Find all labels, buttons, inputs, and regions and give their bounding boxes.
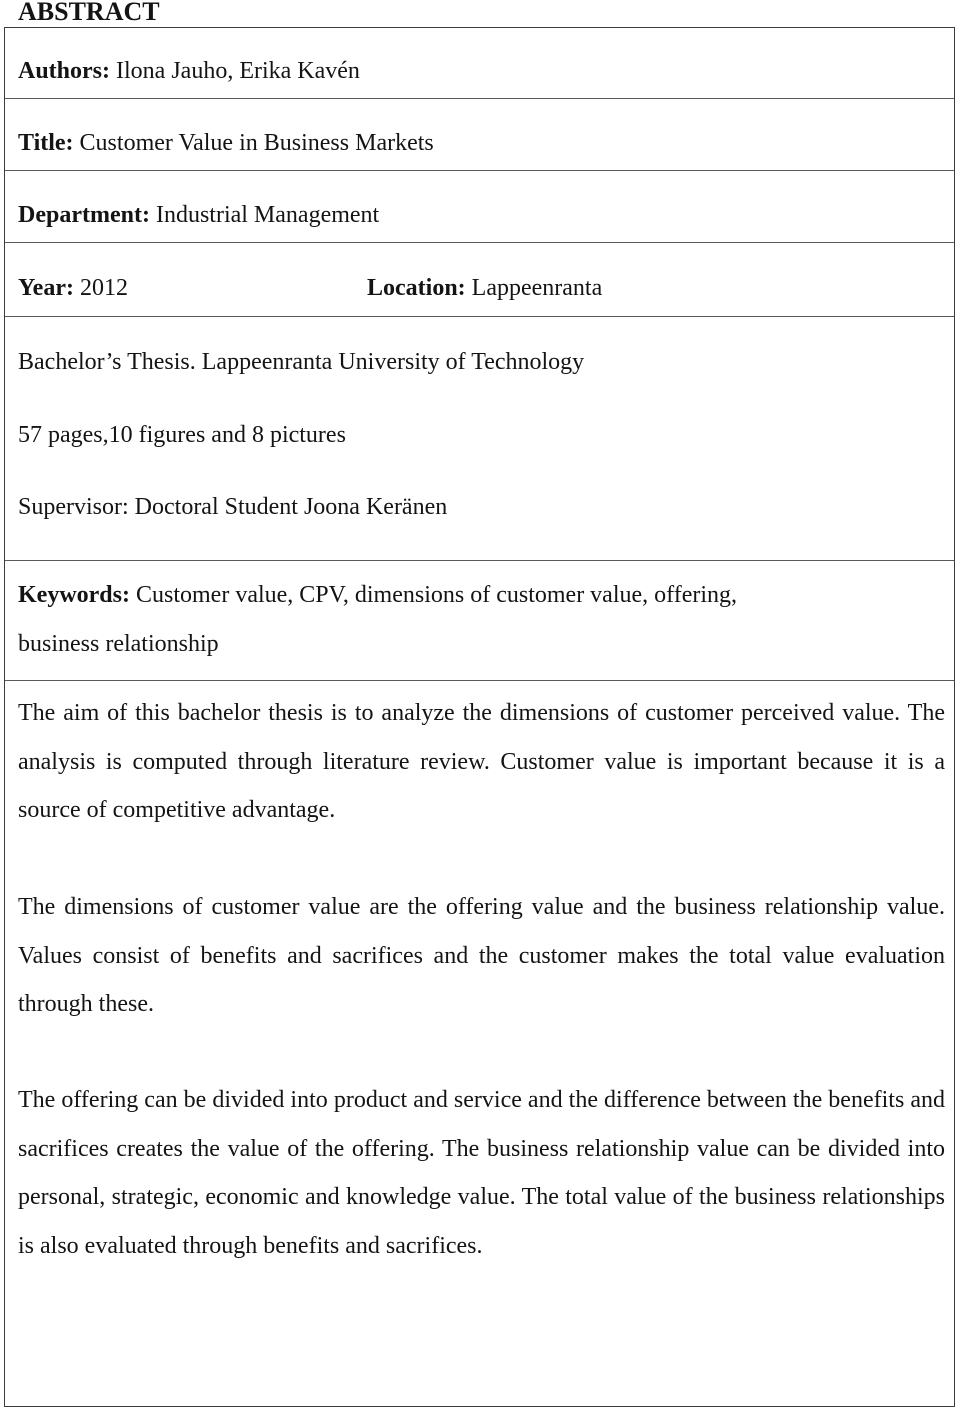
department-row: [5, 171, 954, 243]
thesis-type-line: Bachelor’s Thesis. Lappeenranta University of Technology: [18, 349, 585, 375]
location-label: Location:: [367, 275, 466, 301]
title-row: [5, 99, 954, 171]
title-label: Title:: [18, 130, 74, 156]
title-line: [18, 127, 944, 159]
keywords-row: [5, 561, 954, 681]
department-value: Industrial Management: [155, 202, 380, 228]
abstract-heading: ABSTRACT: [18, 0, 160, 26]
authors-label: Authors:: [18, 58, 111, 84]
year-location-row: [5, 243, 954, 317]
year-value: 2012: [79, 275, 128, 301]
abstract-paragraph-1: The aim of this bachelor thesis is to analyze the dimensions of customer perceived value. The analysis is computed through literature review. Customer value is important because it is a source of competitive advantage.: [18, 700, 945, 823]
keywords-label: Keywords:: [18, 582, 130, 608]
supervisor-line: Supervisor: Doctoral Student Joona Keränen: [18, 494, 448, 520]
department-label: Department:: [18, 202, 150, 228]
thesis-pages-line: 57 pages,10 figures and 8 pictures: [18, 422, 346, 448]
abstract-paragraph-2: The dimensions of customer value are the offering value and the business relationship value. Values consist of benefits and sacrifices and the customer makes the total value evaluation through these.: [18, 894, 945, 1017]
department-line: [18, 199, 944, 231]
abstract-body: [5, 681, 954, 1406]
authors-line: [18, 55, 944, 87]
keywords-line: [18, 579, 737, 611]
title-value: Customer Value in Business Markets: [79, 130, 434, 156]
thesis-info-row: [5, 317, 954, 561]
keywords-continuation: business relationship: [18, 631, 219, 657]
location-value: Lappeenranta: [471, 275, 603, 301]
authors-row: [5, 28, 954, 99]
keywords-value: Customer value, CPV, dimensions of customer value, offering,: [135, 582, 738, 608]
abstract-table: [4, 27, 955, 1407]
abstract-paragraph-3: The offering can be divided into product and service and the difference between the benefits and sacrifices creates the value of the offering. The business relationship value can be divided into personal, strategic, economic and knowledge value. The total value of the business relationships is also evaluated through benefits and sacrifices.: [18, 1087, 945, 1259]
authors-value: Ilona Jauho, Erika Kavén: [116, 58, 360, 84]
location-line: [367, 272, 602, 304]
year-label: Year:: [18, 275, 74, 301]
